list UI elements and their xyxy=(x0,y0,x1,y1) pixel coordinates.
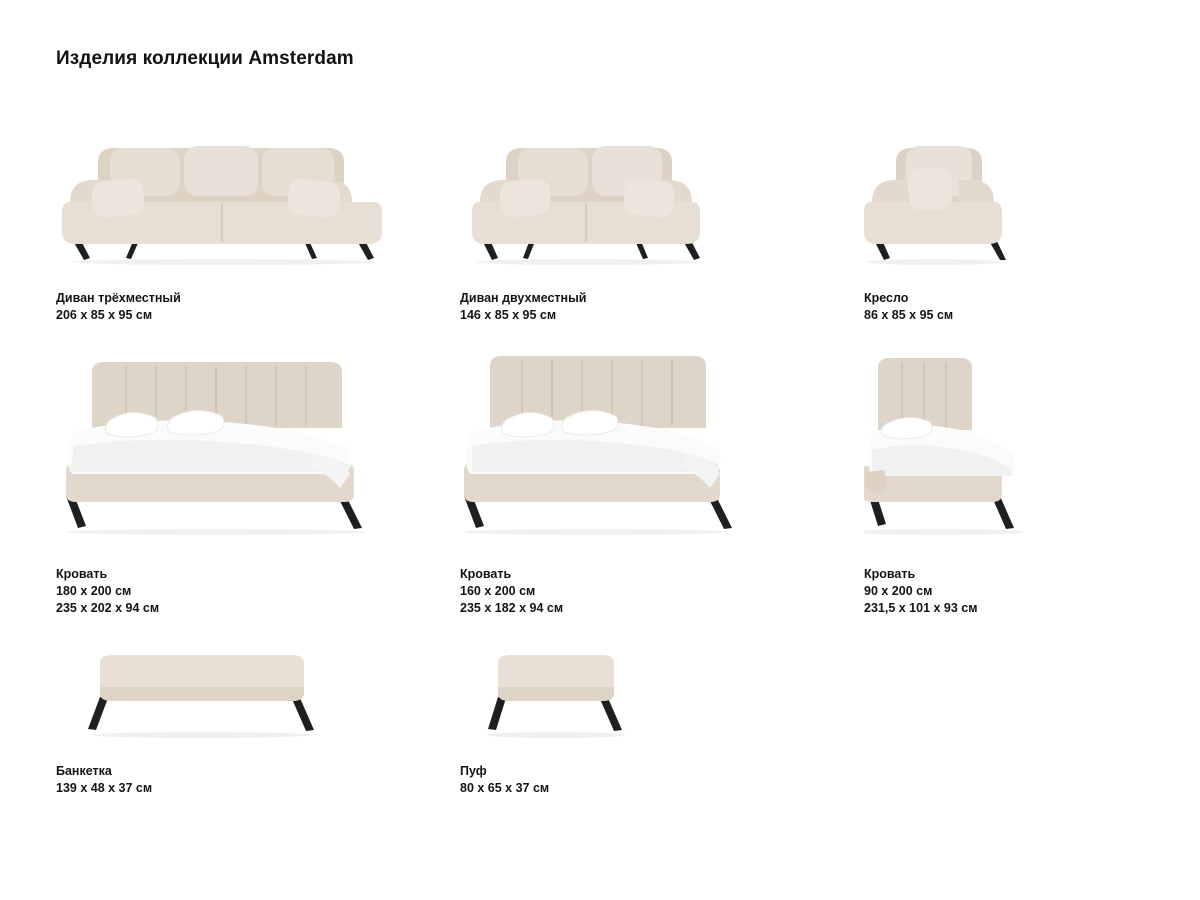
product-card-bed-90[interactable] xyxy=(864,346,1200,617)
product-row xyxy=(0,643,1200,797)
product-dimensions: 86 x 85 x 95 см xyxy=(864,308,954,322)
product-grid xyxy=(0,110,1200,797)
page-title: Изделия коллекции Amsterdam xyxy=(56,48,354,69)
product-dimensions: 80 x 65 x 37 см xyxy=(460,781,550,795)
product-name: Диван трёхместный xyxy=(56,291,181,305)
bed-large-illustration xyxy=(56,346,404,556)
three-seat-sofa-illustration xyxy=(56,110,404,280)
bed-medium-illustration xyxy=(460,346,808,556)
product-row xyxy=(0,346,1200,617)
product-caption xyxy=(460,290,808,324)
pouf-illustration xyxy=(460,643,808,753)
bed-single-illustration xyxy=(864,346,1200,556)
product-card-bed-160[interactable] xyxy=(460,346,808,617)
product-name: Диван двухместный xyxy=(460,291,587,305)
two-seat-sofa-illustration xyxy=(460,110,808,280)
product-caption xyxy=(56,566,404,617)
product-card-pouf[interactable] xyxy=(460,643,808,797)
product-dimensions-overall: 231,5 x 101 x 93 см xyxy=(864,601,978,615)
product-card-sofa-3[interactable] xyxy=(56,110,404,324)
product-name: Кровать xyxy=(864,567,916,581)
product-caption xyxy=(460,763,808,797)
product-card-bench[interactable] xyxy=(56,643,404,797)
bench-illustration xyxy=(56,643,404,753)
product-caption xyxy=(864,290,1200,324)
product-caption xyxy=(460,566,808,617)
product-dimensions: 160 x 200 см xyxy=(460,584,536,598)
product-dimensions: 139 x 48 x 37 см xyxy=(56,781,153,795)
product-name: Кровать xyxy=(460,567,512,581)
product-caption xyxy=(864,566,1200,617)
product-caption xyxy=(56,290,404,324)
product-name: Банкетка xyxy=(56,764,112,778)
product-caption xyxy=(56,763,404,797)
product-name: Кровать xyxy=(56,567,108,581)
product-name: Кресло xyxy=(864,291,909,305)
product-dimensions-overall: 235 x 182 x 94 см xyxy=(460,601,564,615)
product-row xyxy=(0,110,1200,324)
product-card-armchair[interactable] xyxy=(864,110,1200,324)
armchair-illustration xyxy=(864,110,1200,280)
product-dimensions: 146 x 85 x 95 см xyxy=(460,308,557,322)
product-dimensions-overall: 235 x 202 x 94 см xyxy=(56,601,160,615)
product-name: Пуф xyxy=(460,764,487,778)
product-dimensions: 206 x 85 x 95 см xyxy=(56,308,153,322)
product-dimensions: 180 x 200 см xyxy=(56,584,132,598)
product-card-sofa-2[interactable] xyxy=(460,110,808,324)
product-card-bed-180[interactable] xyxy=(56,346,404,617)
product-dimensions: 90 x 200 см xyxy=(864,584,933,598)
